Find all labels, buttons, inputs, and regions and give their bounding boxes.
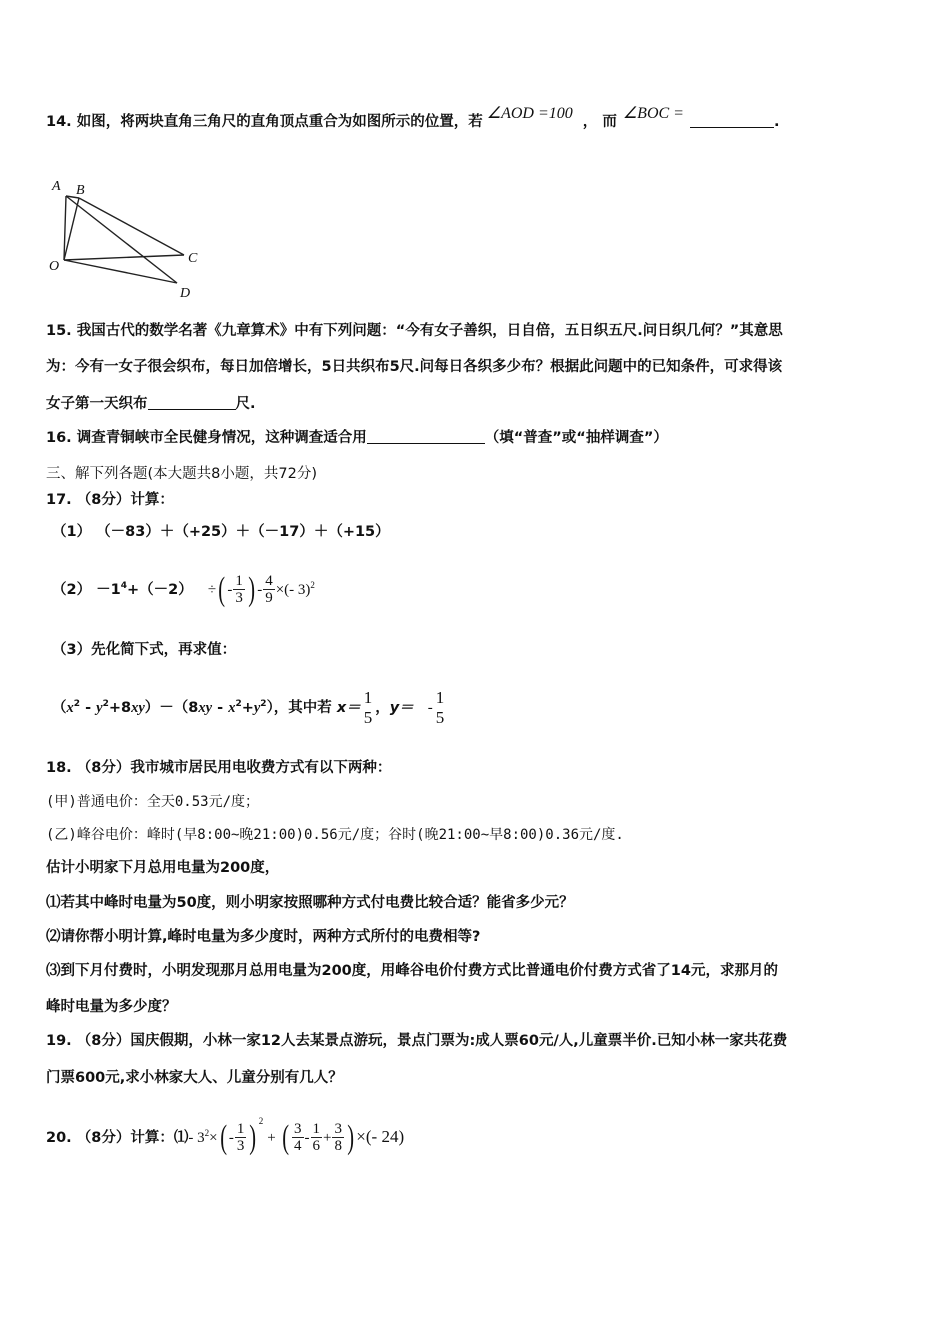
expr-y-frac	[434, 688, 447, 728]
q14-angle-boc: ∠BOC =	[622, 105, 684, 122]
expr-sq-b: 2	[102, 699, 109, 709]
expr-y: y	[96, 699, 103, 716]
expr-plus: +	[241, 699, 254, 716]
q14-text: 14. 如图，将两块直角三角尺的直角顶点重合为如图所示的位置，若	[46, 114, 483, 130]
q18-estimate: 估计小明家下月总用电量为200度，	[46, 860, 280, 876]
q15-line3-a: 女子第一天织布	[46, 396, 148, 412]
q15-line1: 15. 我国古代的数学名著《九章算术》中有下列问题：“今有女子善织，日自倍，五日织五尺.问日织几何？”其意思	[46, 323, 783, 339]
expr-sq-a: 2	[73, 699, 81, 709]
q17-part2	[52, 560, 315, 615]
q17-p2-den2: 9	[265, 590, 273, 607]
q16-answer-blank[interactable]	[367, 429, 485, 444]
q17-p2-num: 1	[235, 573, 243, 590]
q18-option-yi: (乙)峰谷电价：峰时(早8:00~晚21:00)0.56元/度；谷时(晚21:00~早8:00)0.36元/度.	[46, 827, 624, 843]
q14-figure	[46, 176, 206, 300]
q20-f1-num: 3	[294, 1121, 302, 1138]
q20-op2: +	[323, 1129, 332, 1146]
expr-xeq: x＝	[336, 699, 361, 716]
edge-oc	[64, 255, 184, 260]
q17-p2-a: （2） －1	[52, 581, 121, 598]
q20-f2-num: 1	[312, 1121, 320, 1138]
q14-answer-blank[interactable]	[690, 113, 774, 128]
q20-plus: +	[267, 1129, 276, 1146]
q17-p2-sub: -	[257, 581, 263, 598]
q17-part3: （3）先化简下式，再求值：	[52, 642, 237, 658]
expr-xy: xy	[131, 699, 145, 716]
q19-line1: 19. （8分）国庆假期，小林一家12人去某景点游玩，景点门票为:成人票60元/人,儿童票半价.已知小林一家共花费	[46, 1033, 788, 1049]
q20-frac-3-8	[332, 1121, 344, 1154]
q17-p2-times: ×(- 3)	[275, 581, 311, 598]
q17-p2-div: ÷	[207, 581, 217, 598]
y-frac-num: 1	[435, 687, 445, 707]
q17-p2-lparen: (	[218, 570, 226, 608]
expr-sq-c: 2	[235, 699, 242, 709]
q20-tail: ×(- 24)	[356, 1126, 405, 1146]
expr-x-frac	[362, 688, 375, 728]
expr-sq-d: 2	[260, 699, 267, 709]
label-d: D	[180, 286, 191, 300]
q14-angle-aod: ∠AOD =100	[486, 105, 573, 122]
expr-mid2: +8	[108, 699, 132, 716]
q20-rparen1: )	[249, 1118, 257, 1156]
q15-line3-b: 尺.	[235, 396, 256, 412]
q17-p2-sq: 2	[310, 580, 315, 590]
q14-end: .	[773, 114, 780, 130]
q17-p2-minus: -	[227, 581, 233, 598]
q15-line3	[46, 394, 256, 414]
q20-f3-den: 8	[334, 1138, 342, 1155]
edge-ad	[66, 196, 177, 283]
q18-option-jia: (甲)普通电价：全天0.53元/度；	[46, 794, 260, 810]
q19-line2: 门票600元,求小林家大人、儿童分别有几人？	[46, 1070, 343, 1086]
expr-m: -	[212, 699, 229, 716]
q17-part1: （1） （－83）＋（+25）＋（－17）＋（+15）	[52, 524, 390, 540]
expr-x: x	[66, 699, 74, 716]
q20-f3-num: 3	[334, 1121, 342, 1138]
expr-x2: x	[228, 699, 236, 716]
q20-rparen2: )	[347, 1118, 355, 1156]
q17-part3-expr	[52, 682, 447, 730]
y-frac-den: 5	[435, 707, 445, 727]
q20-title: 20. （8分）计算：⑴	[46, 1129, 189, 1146]
x-frac-num: 1	[363, 687, 373, 707]
q17-p2-den: 3	[235, 590, 243, 607]
q17-p2-rparen: )	[248, 570, 255, 608]
section-3-heading: 三、解下列各题(本大题共8小题，共72分)	[46, 466, 317, 482]
q16-line	[46, 428, 668, 448]
q20-lparen1: (	[219, 1118, 227, 1156]
q18-sub3-line2: 峰时电量为多少度？	[46, 999, 177, 1015]
q18-sub1: ⑴若其中峰时电量为50度，则小明家按照哪种方式付电费比较合适？能省多少元？	[46, 895, 574, 911]
q16-text: 16. 调查青铜峡市全民健身情况，这种调查适合用	[46, 430, 367, 446]
expr-yeq: y＝	[389, 699, 414, 716]
q20-frac-1-6	[311, 1121, 323, 1154]
q20-frac-den: 3	[236, 1138, 245, 1155]
label-a: A	[52, 179, 61, 194]
q20-lparen2: (	[281, 1118, 289, 1156]
x-frac-den: 5	[363, 707, 373, 727]
expr-neg: -	[427, 699, 433, 716]
expr-close: ）－（8	[144, 699, 199, 716]
q18-sub3-line1: ⑶到下月付费时，小明发现那月总用电量为200度，用峰谷电价付费方式比普通电价付费方式省了14元，求那月的	[46, 963, 778, 979]
q17-p2-exp: 4	[120, 581, 127, 591]
edge-od	[64, 260, 177, 283]
q20-f2-den: 6	[312, 1138, 320, 1155]
q17-p2-b: +（－2）	[127, 581, 193, 598]
q20-op1: -	[304, 1129, 310, 1146]
q18-sub2: ⑵请你帮小明计算,峰时电量为多少度时，两种方式所付的电费相等?	[46, 929, 481, 945]
q17-p2-frac-4-9	[263, 573, 275, 606]
q18-title: 18. （8分）我市城市居民用电收费方式有以下两种：	[46, 760, 392, 776]
q14-line	[46, 105, 780, 132]
expr-y2: y	[253, 699, 261, 716]
label-b: B	[76, 183, 85, 198]
label-o: O	[49, 259, 60, 274]
q15-line2: 为：今有一女子很会织布，每日加倍增长，5日共织布5尺.问每日各织多少布？根据此问题中的已知条件，可求得该	[46, 359, 783, 375]
expr-comma: ，	[375, 699, 390, 716]
q16-hint: （填“普查”或“抽样调查”）	[484, 430, 668, 446]
q20-minus: -	[228, 1129, 234, 1146]
q15-answer-blank[interactable]	[148, 395, 236, 410]
expr-xy2: xy	[198, 699, 213, 716]
q20-frac-1-3	[235, 1121, 247, 1154]
expr-end: ），其中若	[266, 699, 332, 716]
q20-times: ×	[209, 1129, 218, 1146]
q20-t1: - 3	[188, 1129, 205, 1146]
q20-f1-den: 4	[294, 1138, 302, 1155]
expr-mid1: -	[80, 699, 97, 716]
q20-frac-3-4	[292, 1121, 304, 1154]
q20-line	[46, 1108, 404, 1163]
q20-t1-exp: 2	[204, 1128, 210, 1138]
q17-title: 17. （8分）计算：	[46, 492, 174, 508]
q17-p2-frac-1-3	[233, 573, 245, 606]
q14-mid: ， 而	[582, 114, 617, 130]
expr-open: （	[52, 699, 67, 716]
label-c: C	[188, 251, 198, 266]
q20-sq: 2	[258, 1116, 264, 1126]
q20-frac-num: 1	[236, 1121, 245, 1138]
q17-p2-num2: 4	[265, 573, 273, 590]
